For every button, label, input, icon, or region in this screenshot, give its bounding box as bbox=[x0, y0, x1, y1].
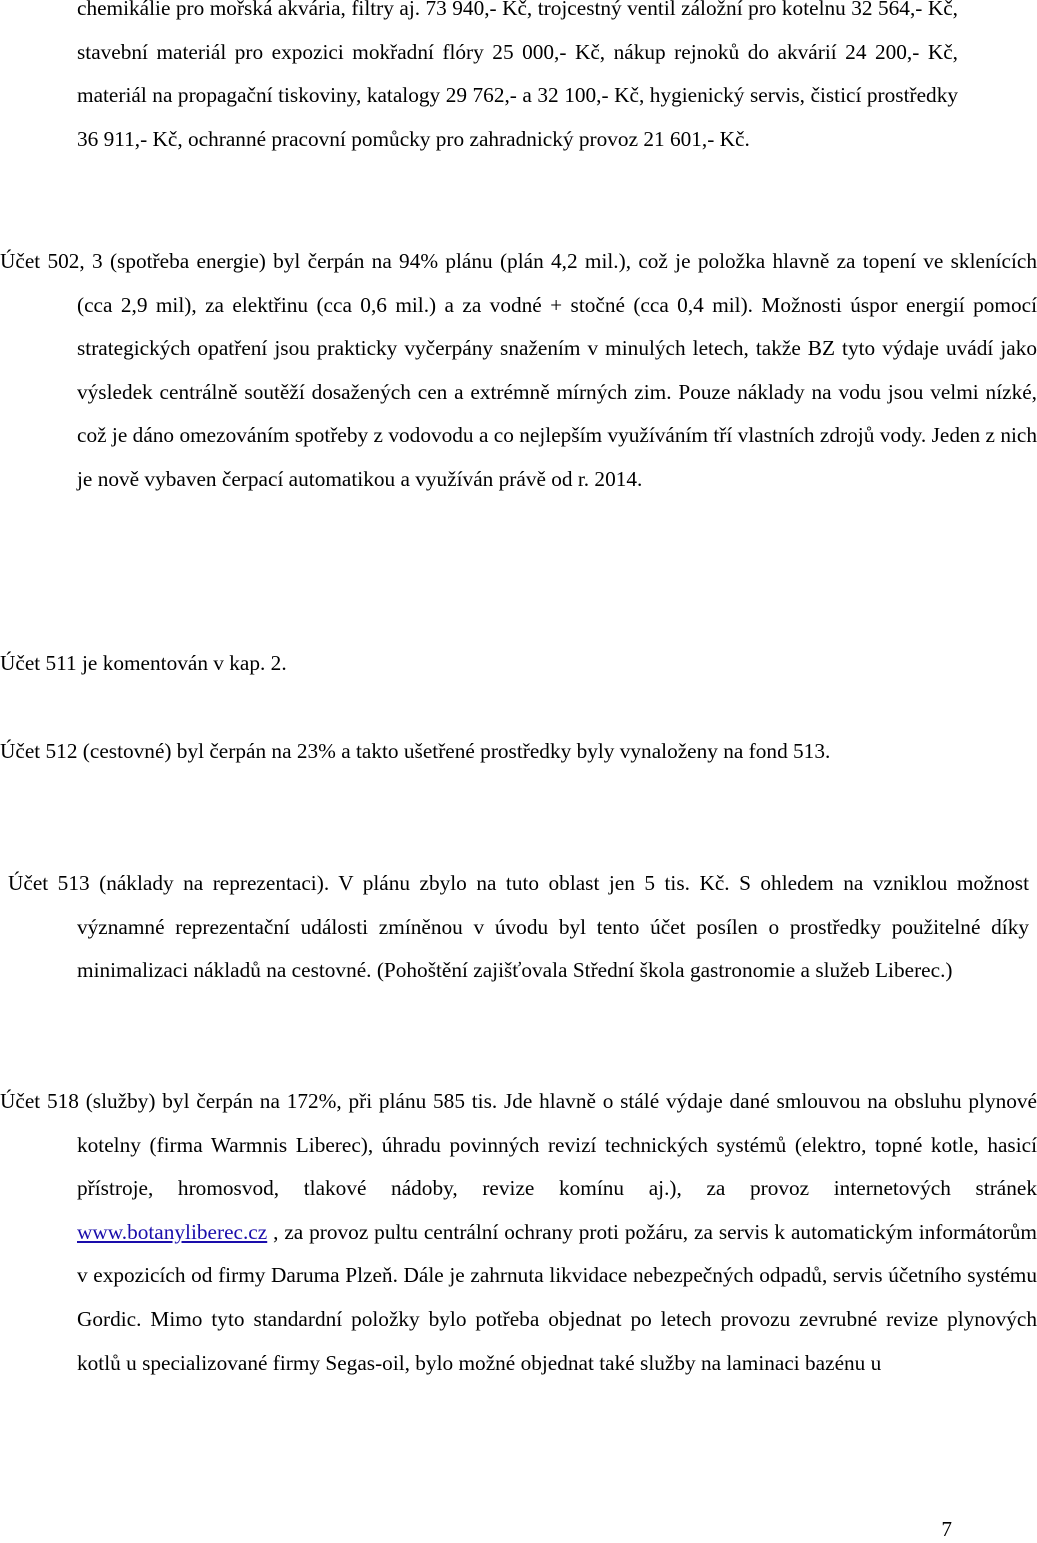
paragraph-account-502: Účet 502, 3 (spotřeba energie) byl čerpán na 94% plánu (plán 4,2 mil.), což je položka hlavně za topení ve sklenících (cca 2,9 mil), za elektřinu (cca 0,6 mil.) a za vodné + stočné (cca 0,4 mil). Možnosti úspor energií pomocí strategických opatření jsou prakticky vyčerpány snažením v minulých letech, takže BZ tyto výdaje uvádí jako výsledek centrálně soutěží dosažených cen a extrémně mírných zim. Pouze náklady na vodu jsou velmi nízké, což je dáno omezováním spotřeby z vodovodu a co nejlepším využíváním tří vlastních zdrojů vody. Jeden z nich je nově vybaven čerpací automatikou a využíván právě od r. 2014. bbox=[0, 249, 1037, 491]
paragraph-account-513: Účet 513 (náklady na reprezentaci). V plánu zbylo na tuto oblast jen 5 tis. Kč. S ohledem na vzniklou možnost významné reprezentační události zmíněnou v úvodu byl tento účet posílen o prostředky použitelné díky minimalizaci nákladů na cestovné. (Pohoštění zajišťovala Střední škola gastronomie a služeb Liberec.) bbox=[8, 871, 1029, 983]
paragraph-account-518-text-end: , za provoz pultu centrální ochrany proti požáru, za servis k automatickým informátorům v expozicích od firmy Daruma Plzeň. Dále je zahrnuta likvidace nebezpečných odpadů, servis účetního systému Gordic. Mimo tyto standardní položky bylo potřeba objednat po letech provozu zevrubné revize plynových kotlů u specializované firmy Segas-oil, bylo možné objednat také služby na laminaci bazénu u bbox=[77, 1219, 1037, 1375]
paragraph-account-512: Účet 512 (cestovné) byl čerpán na 23% a takto ušetřené prostředky byly vynaloženy na fond 513. bbox=[0, 739, 831, 763]
paragraph-account-518-text-start: Účet 518 (služby) byl čerpán na 172%, při plánu 585 tis. Jde hlavně o stálé výdaje dané smlouvou na obsluhu plynové kotelny (firma Warmnis Liberec), úhradu povinných revizí technických systémů (elektro, topné kotle, hasicí přístroje, hromosvod, tlakové nádoby, revize komínu aj.), za provoz internetových stránek bbox=[0, 1089, 1037, 1201]
paragraph-material-costs: chemikálie pro mořská akvária, filtry aj. 73 940,- Kč, trojcestný ventil záložní pro kotelnu 32 564,- Kč, stavební materiál pro expozici mokřadní flóry 25 000,- Kč, nákup rejnoků do akvárií 24 200,- Kč, materiál na propagační tiskoviny, katalogy 29 762,- a 32 100,- Kč, hygienický servis, čisticí prostředky 36 911,- Kč, ochranné pracovní pomůcky pro zahradnický provoz 21 601,- Kč. bbox=[77, 0, 958, 151]
paragraph-account-511: Účet 511 je komentován v kap. 2. bbox=[0, 651, 287, 675]
page-number: 7 bbox=[941, 1517, 952, 1541]
paragraph-account-518 bbox=[0, 1080, 1037, 1385]
botany-liberec-website-link[interactable]: www.botanyliberec.cz bbox=[77, 1219, 268, 1244]
